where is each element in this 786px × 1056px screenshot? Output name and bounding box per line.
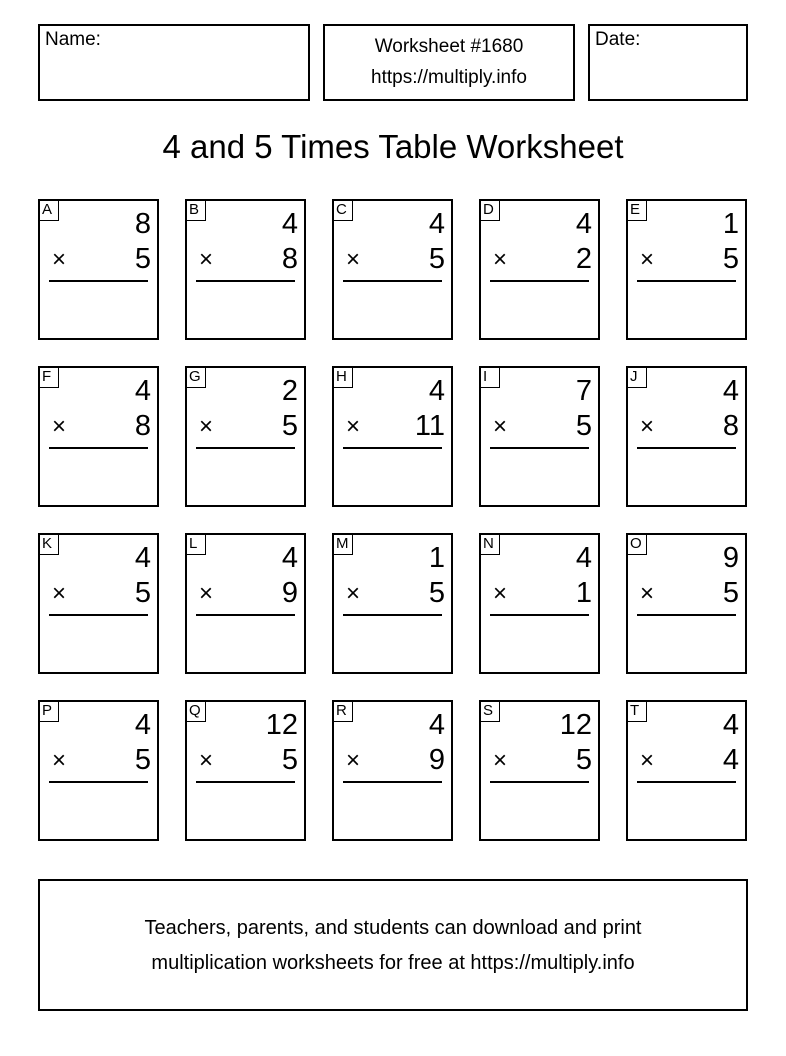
problem-card[interactable]: [626, 533, 747, 674]
answer-rule: [343, 614, 442, 616]
times-sign: ×: [346, 580, 361, 607]
multiplier: 5: [134, 243, 151, 275]
multiplier: 1: [575, 577, 592, 609]
multiplicand: 4: [575, 542, 592, 574]
multiplicand: 4: [428, 375, 445, 407]
problem-letter: G: [185, 366, 206, 388]
problem-letter: S: [479, 700, 500, 722]
times-sign: ×: [493, 747, 508, 774]
problem-card[interactable]: [332, 199, 453, 340]
multiplier: 5: [575, 744, 592, 776]
multiplicand: 4: [281, 208, 298, 240]
multiplier: 5: [134, 744, 151, 776]
answer-rule: [49, 614, 148, 616]
problem-card[interactable]: [626, 366, 747, 507]
worksheet-url: https://multiply.info: [371, 67, 527, 88]
multiplier: 5: [575, 410, 592, 442]
multiplier: 5: [722, 243, 739, 275]
multiplicand: 1: [428, 542, 445, 574]
multiplicand: 2: [281, 375, 298, 407]
problem-letter: L: [185, 533, 206, 555]
times-sign: ×: [199, 413, 214, 440]
problem-card[interactable]: [185, 533, 306, 674]
problem-card[interactable]: [332, 700, 453, 841]
multiplicand: 9: [722, 542, 739, 574]
answer-rule: [637, 614, 736, 616]
times-sign: ×: [346, 246, 361, 273]
times-sign: ×: [493, 413, 508, 440]
problem-card[interactable]: [185, 199, 306, 340]
problem-letter: I: [479, 366, 500, 388]
answer-rule: [49, 447, 148, 449]
date-label: Date:: [595, 29, 641, 50]
multiplier: 8: [281, 243, 298, 275]
date-field-box[interactable]: [588, 24, 748, 101]
multiplier: 5: [134, 577, 151, 609]
footer-box: [38, 879, 748, 1011]
multiplier: 8: [722, 410, 739, 442]
problem-letter: F: [38, 366, 59, 388]
problem-letter: T: [626, 700, 647, 722]
problem-card[interactable]: [38, 700, 159, 841]
answer-rule: [490, 781, 589, 783]
multiplicand: 12: [265, 709, 298, 741]
times-sign: ×: [640, 747, 655, 774]
problem-letter: J: [626, 366, 647, 388]
times-sign: ×: [640, 580, 655, 607]
answer-rule: [49, 280, 148, 282]
multiplicand: 12: [559, 709, 592, 741]
problem-card[interactable]: [479, 366, 600, 507]
multiplier: 9: [428, 744, 445, 776]
problem-letter: D: [479, 199, 500, 221]
problem-letter: Q: [185, 700, 206, 722]
problem-card[interactable]: [38, 366, 159, 507]
problem-letter: R: [332, 700, 353, 722]
multiplier: 8: [134, 410, 151, 442]
multiplicand: 4: [428, 709, 445, 741]
answer-rule: [637, 781, 736, 783]
footer-line-1: Teachers, parents, and students can download and print: [144, 917, 642, 939]
multiplicand: 4: [722, 709, 739, 741]
multiplicand: 4: [134, 709, 151, 741]
name-field-box[interactable]: [38, 24, 310, 101]
multiplier: 5: [281, 410, 298, 442]
answer-rule: [343, 781, 442, 783]
multiplicand: 4: [722, 375, 739, 407]
multiplicand: 4: [281, 542, 298, 574]
answer-rule: [196, 280, 295, 282]
problem-card[interactable]: [626, 199, 747, 340]
worksheet-number: Worksheet #1680: [374, 36, 524, 57]
footer-line-2: multiplication worksheets for free at https://multiply.info: [151, 952, 635, 974]
answer-rule: [196, 614, 295, 616]
problem-card[interactable]: [38, 533, 159, 674]
multiplier: 11: [414, 410, 445, 442]
problem-letter: A: [38, 199, 59, 221]
times-sign: ×: [52, 246, 67, 273]
times-sign: ×: [346, 413, 361, 440]
answer-rule: [49, 781, 148, 783]
times-sign: ×: [640, 246, 655, 273]
name-label: Name:: [45, 29, 101, 50]
multiplicand: 4: [134, 375, 151, 407]
multiplicand: 7: [575, 375, 592, 407]
times-sign: ×: [52, 747, 67, 774]
times-sign: ×: [52, 580, 67, 607]
times-sign: ×: [199, 246, 214, 273]
problem-letter: N: [479, 533, 500, 555]
answer-rule: [637, 447, 736, 449]
problem-letter: P: [38, 700, 59, 722]
problem-card[interactable]: [479, 533, 600, 674]
answer-rule: [343, 447, 442, 449]
multiplicand: 4: [575, 208, 592, 240]
problem-letter: H: [332, 366, 353, 388]
problem-card[interactable]: [626, 700, 747, 841]
problem-letter: M: [332, 533, 353, 555]
times-sign: ×: [640, 413, 655, 440]
times-sign: ×: [346, 747, 361, 774]
answer-rule: [637, 280, 736, 282]
problem-letter: K: [38, 533, 59, 555]
multiplier: 4: [722, 744, 739, 776]
problem-card[interactable]: [332, 533, 453, 674]
times-sign: ×: [199, 580, 214, 607]
times-sign: ×: [199, 747, 214, 774]
page-title: 4 and 5 Times Table Worksheet: [162, 128, 624, 165]
problem-card[interactable]: [332, 366, 453, 507]
multiplicand: 8: [134, 208, 151, 240]
multiplier: 9: [281, 577, 298, 609]
answer-rule: [490, 614, 589, 616]
problem-letter: B: [185, 199, 206, 221]
answer-rule: [490, 280, 589, 282]
times-sign: ×: [493, 580, 508, 607]
multiplier: 2: [575, 243, 592, 275]
problem-letter: E: [626, 199, 647, 221]
worksheet-info-box: [323, 24, 575, 101]
answer-rule: [196, 447, 295, 449]
answer-rule: [196, 781, 295, 783]
times-sign: ×: [52, 413, 67, 440]
problem-card[interactable]: [479, 199, 600, 340]
multiplicand: 1: [722, 208, 739, 240]
problem-card[interactable]: [185, 700, 306, 841]
times-sign: ×: [493, 246, 508, 273]
answer-rule: [343, 280, 442, 282]
problem-card[interactable]: [38, 199, 159, 340]
problem-card[interactable]: [185, 366, 306, 507]
problem-letter: C: [332, 199, 353, 221]
multiplier: 5: [722, 577, 739, 609]
multiplier: 5: [428, 577, 445, 609]
problem-card[interactable]: [479, 700, 600, 841]
multiplicand: 4: [428, 208, 445, 240]
multiplier: 5: [428, 243, 445, 275]
multiplicand: 4: [134, 542, 151, 574]
problem-letter: O: [626, 533, 647, 555]
multiplier: 5: [281, 744, 298, 776]
answer-rule: [490, 447, 589, 449]
